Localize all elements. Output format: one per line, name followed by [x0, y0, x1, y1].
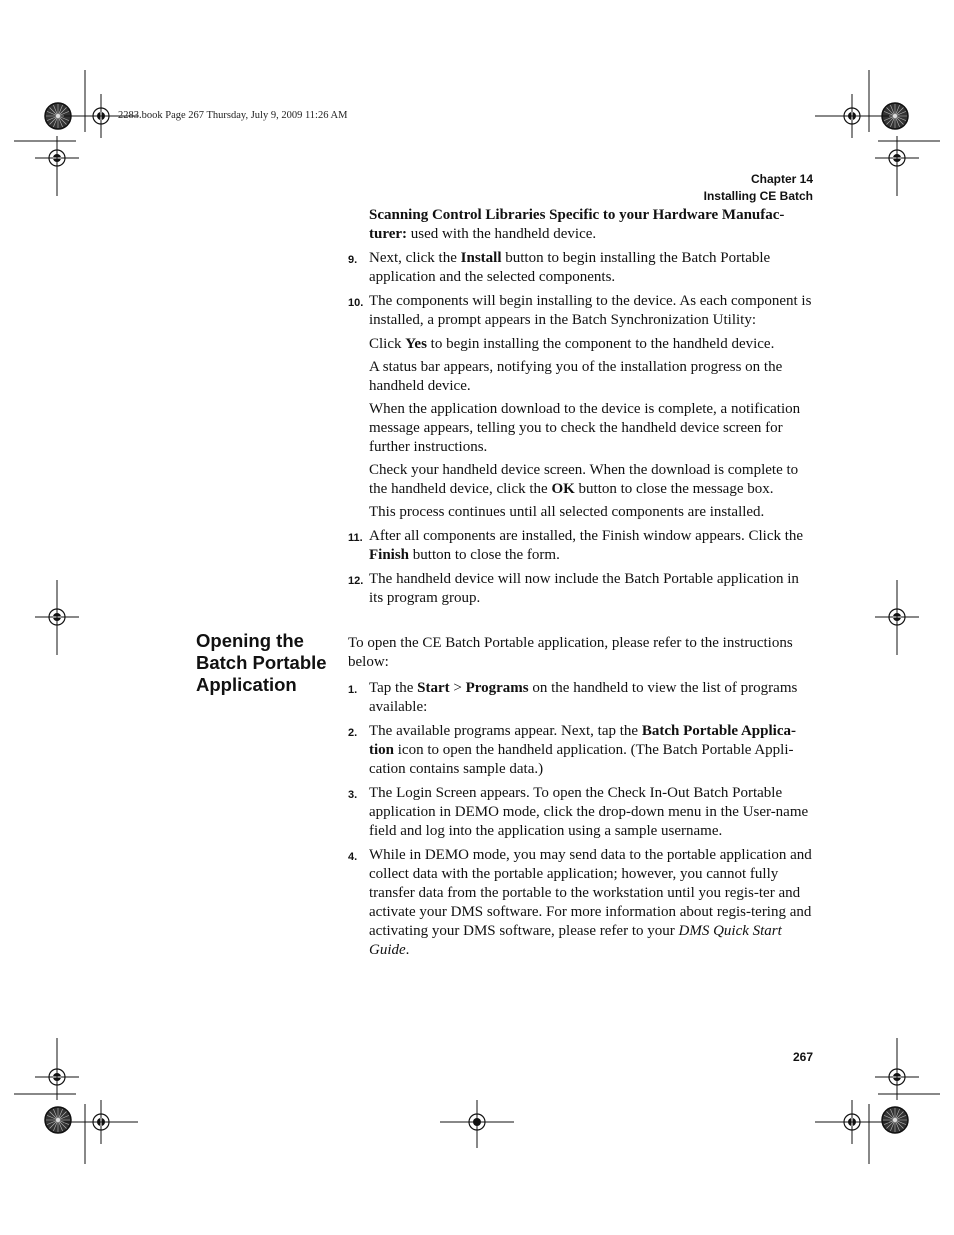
- list-item: [348, 292, 816, 330]
- item-text: The available programs appear. Next, tap the: [369, 723, 642, 739]
- lead-rest: used with the handheld device.: [407, 226, 597, 242]
- section-content: [348, 634, 816, 960]
- section-intro: To open the CE Batch Portable application, please refer to the instructions below:: [348, 635, 793, 670]
- sub-text: button to close the message box.: [574, 481, 774, 497]
- item-number: 3.: [348, 789, 358, 801]
- chapter-label: Chapter 14: [750, 172, 813, 186]
- item-text: Next, click the: [369, 250, 461, 266]
- list-item: [348, 784, 816, 841]
- item-number: 9.: [348, 254, 358, 266]
- item-bold: Install: [460, 250, 502, 266]
- list-item: [348, 846, 816, 960]
- chapter-title: Installing CE Batch: [703, 189, 813, 203]
- item-bold: Finish: [369, 547, 410, 563]
- sub-text: Check your handheld device screen. When the download is complete to the handheld device, click the: [369, 462, 799, 497]
- item-text: The components will begin installing to the device. As each component is installed, a prompt appears in the Batch Synchronization Utility:: [369, 293, 812, 328]
- sub-paragraph: This process continues until all selected components are installed.: [369, 504, 765, 520]
- item-number: 1.: [348, 684, 358, 696]
- item-text: >: [449, 680, 466, 696]
- item-number: 2.: [348, 727, 358, 739]
- sub-bold: Yes: [405, 336, 427, 352]
- item-text: button to begin installing the Batch Portable application and the selected components.: [369, 250, 771, 285]
- item-text: The handheld device will now include the Batch Portable application in its program group.: [369, 571, 799, 606]
- item-text: Tap the: [369, 680, 418, 696]
- sub-text: to begin installing the component to the handheld device.: [426, 336, 775, 352]
- top-content: [348, 206, 816, 608]
- lead-paragraph: [348, 206, 816, 244]
- lead-bold: Scanning Control Libraries Specific to your Hardware Manufac-: [369, 207, 785, 223]
- sub-paragraph: When the application download to the device is complete, a notification message appears, telling you to check the handheld device screen for further instructions.: [369, 401, 801, 455]
- item-text: button to close the form.: [409, 547, 560, 563]
- sub-paragraph: A status bar appears, notifying you of the installation progress on the handheld device.: [369, 359, 783, 394]
- item-number: 11.: [348, 532, 363, 544]
- list-item: [348, 527, 816, 565]
- list-item: [348, 570, 816, 608]
- print-slug: 2283.book Page 267 Thursday, July 9, 2009 11:26 AM: [118, 110, 348, 121]
- item-bold: Start: [417, 680, 450, 696]
- sub-text: Click: [369, 336, 406, 352]
- page-number: 267: [792, 1050, 813, 1064]
- item-text: .: [405, 942, 410, 958]
- item-number: 12.: [348, 575, 364, 587]
- item-text: The Login Screen appears. To open the Check In-Out Batch Portable application in DEMO mode, click the drop-down menu in the User-name field and log into the application using a sample username.: [369, 785, 809, 839]
- item-text: on the handheld to view the list of programs available:: [369, 680, 798, 715]
- item-number: 4.: [348, 851, 358, 863]
- item-text: While in DEMO mode, you may send data to the portable application and collect data with the portable application; however, you cannot fully transfer data from the portable to the workstation until you regis-ter and activate your DMS software. For more information about regis-tering and activating your DMS software, please refer to your: [369, 847, 812, 939]
- sub-paragraph: [348, 461, 816, 499]
- item-text: After all components are installed, the Finish window appears. Click the: [369, 528, 804, 544]
- section-heading: Opening the Batch Portable Application: [196, 630, 327, 695]
- list-item: [348, 679, 816, 717]
- item-text: icon to open the handheld application. (The Batch Portable Appli-cation contains sample data.): [369, 742, 794, 777]
- item-italic: DMS Quick Start Guide: [369, 923, 782, 958]
- item-bold: Programs: [465, 680, 529, 696]
- list-item: [348, 249, 816, 287]
- item-bold: Batch Portable Applica-tion: [369, 723, 796, 758]
- sub-paragraph: [348, 335, 816, 354]
- lead-bold-2: turer:: [369, 226, 408, 242]
- sub-bold: OK: [551, 481, 575, 497]
- item-number: 10.: [348, 297, 364, 309]
- list-item: [348, 722, 816, 779]
- running-head: [704, 171, 813, 205]
